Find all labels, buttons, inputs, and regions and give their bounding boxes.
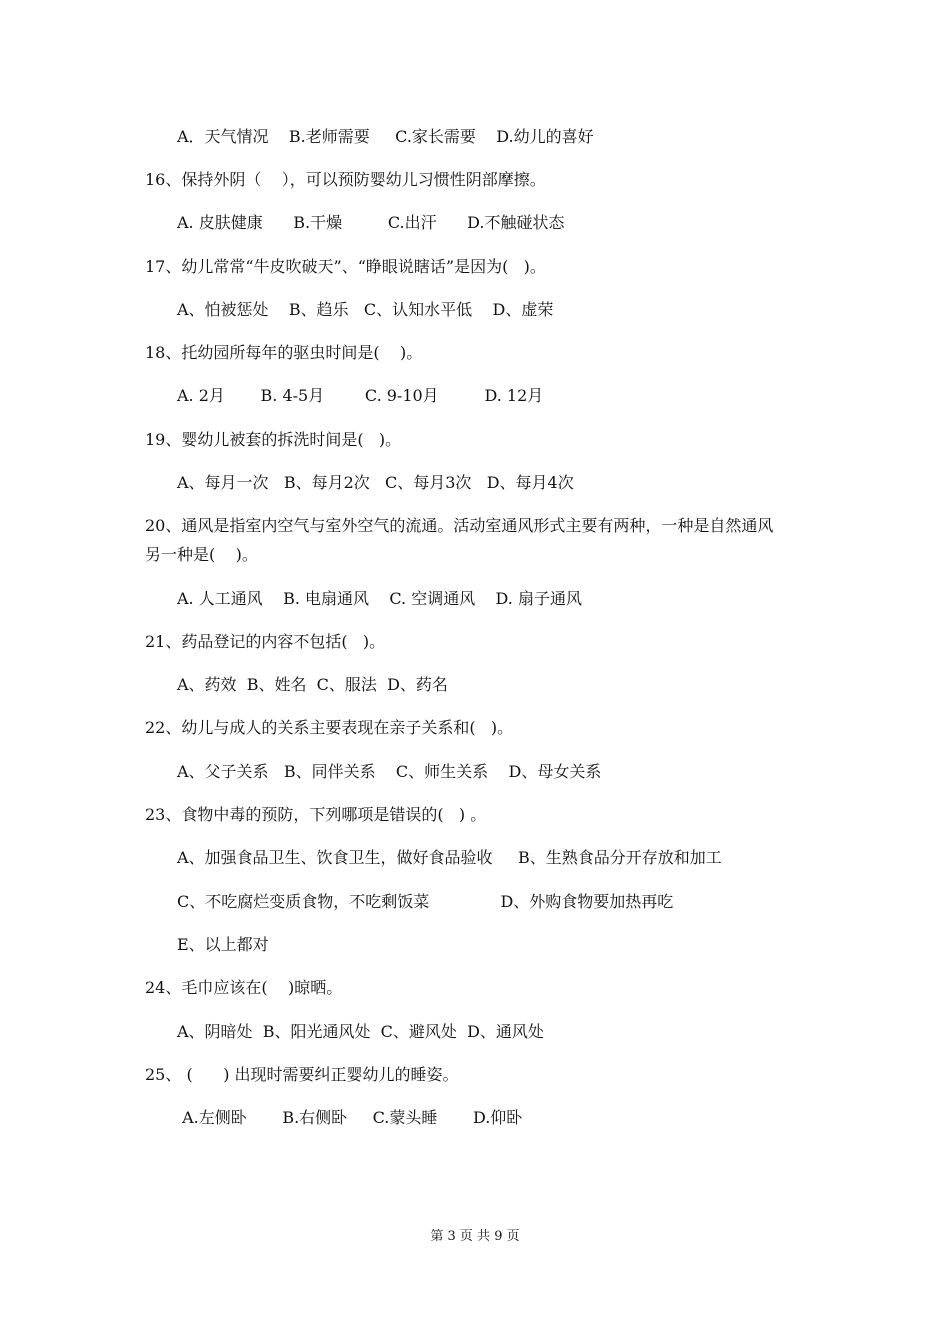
question-24: 24、毛巾应该在( )晾晒。 <box>145 978 343 997</box>
question-20-line-1: 20、通风是指室内空气与室外空气的流通。活动室通风形式主要有两种，一种是自然通风 <box>145 516 774 535</box>
q16-options: A. 皮肤健康 B.干燥 C.出汗 D.不触碰状态 <box>177 213 565 232</box>
q17-options: A、怕被惩处 B、趋乐 C、认知水平低 D、虚荣 <box>177 300 554 319</box>
question-18: 18、托幼园所每年的驱虫时间是( )。 <box>145 343 423 362</box>
q23-options-row-1: A、加强食品卫生、饮食卫生，做好食品验收 B、生熟食品分开存放和加工 <box>177 848 722 867</box>
question-22: 22、幼儿与成人的关系主要表现在亲子关系和( )。 <box>145 718 514 737</box>
page-number-footer: 第 3 页 共 9 页 <box>430 1229 520 1244</box>
q25-options: A.左侧卧 B.右侧卧 C.蒙头睡 D.仰卧 <box>177 1108 523 1127</box>
question-16: 16、保持外阴（ ），可以预防婴幼儿习惯性阴部摩擦。 <box>145 170 546 189</box>
question-21: 21、药品登记的内容不包括( )。 <box>145 632 386 651</box>
q21-options: A、药效 B、姓名 C、服法 D、药名 <box>177 675 448 694</box>
q23-options-row-3: E、以上都对 <box>177 935 269 954</box>
q18-options: A. 2月 B. 4-5月 C. 9-10月 D. 12月 <box>177 386 544 405</box>
question-25: 25、 ( ) 出现时需要纠正婴幼儿的睡姿。 <box>145 1065 459 1084</box>
question-20-line-2: 另一种是( )。 <box>145 545 258 564</box>
q24-options: A、阴暗处 B、阳光通风处 C、避风处 D、通风处 <box>177 1022 544 1041</box>
q23-options-row-2: C、不吃腐烂变质食物，不吃剩饭菜 D、外购食物要加热再吃 <box>177 892 674 911</box>
q22-options: A、父子关系 B、同伴关系 C、师生关系 D、母女关系 <box>177 762 602 781</box>
q15-options: A．天气情况 B.老师需要 C.家长需要 D.幼儿的喜好 <box>177 127 594 146</box>
question-17: 17、幼儿常常“牛皮吹破天”、“睁眼说瞎话”是因为( )。 <box>145 257 546 276</box>
q20-options: A. 人工通风 B. 电扇通风 C. 空调通风 D. 扇子通风 <box>177 589 582 608</box>
question-23: 23、食物中毒的预防，下列哪项是错误的( ) 。 <box>145 805 487 824</box>
q19-options: A、每月一次 B、每月2次 C、每月3次 D、每月4次 <box>177 473 574 492</box>
question-19: 19、婴幼儿被套的拆洗时间是( )。 <box>145 430 402 449</box>
